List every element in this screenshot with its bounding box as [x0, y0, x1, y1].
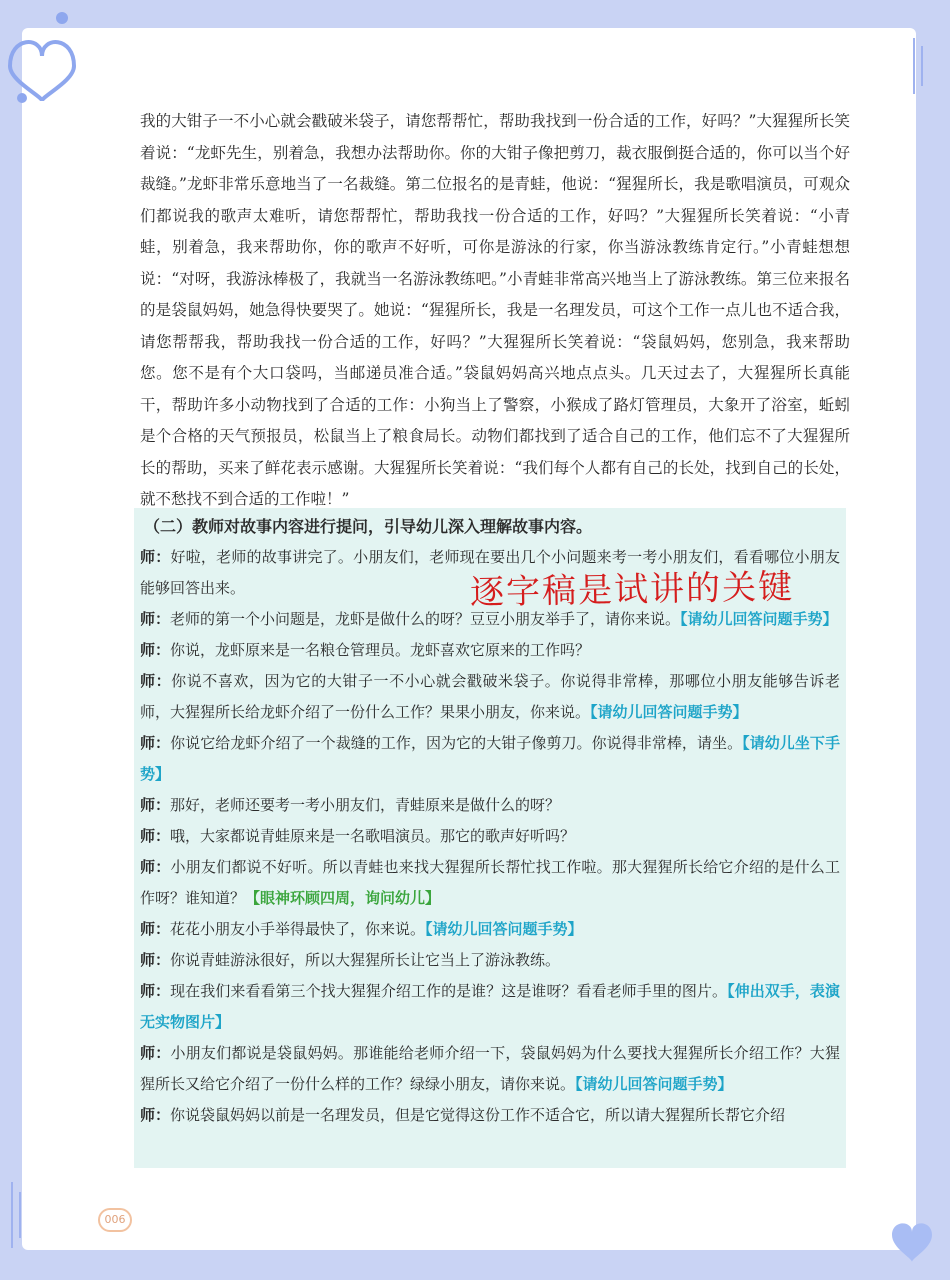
action-cue: 【请幼儿回答问题手势】 [575, 1075, 733, 1093]
qa-line [140, 914, 840, 945]
story-paragraph: 我的大钳子一不小心就会戳破米袋子，请您帮帮忙，帮助我找到一份合适的工作，好吗？”大猩猩所长笑着说：“龙虾先生，别着急，我想办法帮助你。你的大钳子像把剪刀，裁衣服倒挺合适的，你可以当个好裁缝。”龙虾非常乐意地当了一名裁缝。第二位报名的是青蛙，他说：“猩猩所长，我是歌唱演员，可观众们都说我的歌声太难听，请您帮帮忙，帮助我找一份合适的工作，好吗？”大猩猩所长笑着说：“小青蛙，别着急，我来帮助你，你的歌声不好听，可你是游泳的行家，你当游泳教练肯定行。”小青蛙想想说：“对呀，我游泳棒极了，我就当一名游泳教练吧。”小青蛙非常高兴地当上了游泳教练。第三位来报名的是袋鼠妈妈，她急得快要哭了。她说：“猩猩所长，我是一名理发员，可这个工作一点儿也不适合我，请您帮帮我，帮助我找一份合适的工作，好吗？”大猩猩所长笑着说：“袋鼠妈妈，您别急，我来帮助您。您不是有个大口袋吗，当邮递员准合适。”袋鼠妈妈高兴地点点头。几天过去了，大猩猩所长真能干，帮助许多小动物找到了合适的工作：小狗当上了警察，小猴成了路灯管理员，大象开了浴室，蚯蚓是个合格的天气预报员，松鼠当上了粮食局长。动物们都找到了适合自己的工作，他们忘不了大猩猩所长的帮助，买来了鲜花表示感谢。大猩猩所长笑着说：“我们每个人都有自己的长处，找到自己的长处，就不愁找不到合适的工作啦！” [140, 112, 850, 508]
speaker-label: 师： [140, 610, 171, 628]
qa-line [140, 821, 840, 852]
stripe-decoration-icon [6, 1180, 26, 1250]
qa-text: 好啦，老师的故事讲完了。小朋友们，老师现在要出几个小问题来考一考小朋友们，看看哪位小朋友能够回答出来。 [140, 548, 840, 597]
qa-line [140, 790, 840, 821]
qa-line [140, 728, 840, 790]
speaker-label: 师： [140, 920, 171, 938]
qa-text: 哦，大家都说青蛙原来是一名歌唱演员。那它的歌声好听吗？ [170, 827, 576, 845]
qa-text: 花花小朋友小手举得最快了，你来说。 [170, 920, 426, 938]
qa-line [140, 666, 840, 728]
heart-decoration-icon [882, 1210, 942, 1270]
qa-line [140, 1100, 840, 1131]
action-cue: 【请幼儿坐下手势】 [140, 734, 840, 783]
action-cue: 【伸出双手，表演无实物图片】 [140, 982, 840, 1031]
speaker-label: 师： [140, 1044, 171, 1062]
speaker-label: 师： [140, 548, 171, 566]
qa-line [140, 852, 840, 914]
speaker-label: 师： [140, 827, 171, 845]
speaker-label: 师： [140, 982, 171, 1000]
qa-line [140, 945, 840, 976]
qa-text: 小朋友们都说不好听。所以青蛙也来找大猩猩所长帮忙找工作啦。那大猩猩所长给它介绍的是什么工作呀？谁知道？ [140, 858, 840, 907]
action-cue: 【请幼儿回答问题手势】 [590, 703, 748, 721]
qa-text: 你说，龙虾原来是一名粮仓管理员。龙虾喜欢它原来的工作吗？ [170, 641, 591, 659]
speaker-label: 师： [140, 858, 171, 876]
qa-text: 你说袋鼠妈妈以前是一名理发员，但是它觉得这份工作不适合它，所以请大猩猩所长帮它介绍 [170, 1106, 786, 1124]
section-heading: （二）教师对故事内容进行提问，引导幼儿深入理解故事内容。 [144, 517, 593, 536]
qa-text: 你说不喜欢，因为它的大钳子一不小心就会戳破米袋子。你说得非常棒，那哪位小朋友能够告诉老师，大猩猩所长给龙虾介绍了一份什么工作？果果小朋友，你来说。 [140, 672, 840, 721]
qa-text: 老师的第一个小问题是，龙虾是做什么的呀？豆豆小朋友举手了，请你来说。 [170, 610, 681, 628]
speaker-label: 师： [140, 734, 171, 752]
qa-text: 那好，老师还要考一考小朋友们，青蛙原来是做什么的呀？ [170, 796, 561, 814]
handwritten-note: 逐字稿是试讲的关键 [469, 567, 795, 613]
page-number: 006 [98, 1208, 132, 1232]
qa-line [140, 1038, 840, 1100]
action-cue: 【请幼儿回答问题手势】 [425, 920, 583, 938]
speaker-label: 师： [140, 1106, 171, 1124]
qa-text: 现在我们来看看第三个找大猩猩介绍工作的是谁？这是谁呀？看看老师手里的图片。 [170, 982, 728, 1000]
qa-text: 你说青蛙游泳很好，所以大猩猩所长让它当上了游泳教练。 [170, 951, 561, 969]
action-cue: 【眼神环顾四周，询问幼儿】 [245, 889, 441, 907]
qa-line [140, 976, 840, 1038]
speaker-label: 师： [140, 796, 171, 814]
speaker-label: 师： [140, 641, 171, 659]
heart-decoration-icon [2, 6, 82, 106]
qa-lines [140, 542, 840, 1131]
speaker-label: 师： [140, 672, 172, 690]
qa-text: 你说它给龙虾介绍了一个裁缝的工作，因为它的大钳子像剪刀。你说得非常棒，请坐。 [170, 734, 743, 752]
stripe-decoration-icon [908, 36, 928, 96]
action-cue: 【请幼儿回答问题手势】 [680, 610, 838, 628]
qa-text: 小朋友们都说是袋鼠妈妈。那谁能给老师介绍一下，袋鼠妈妈为什么要找大猩猩所长介绍工作？大猩猩所长又给它介绍了一份什么样的工作？绿绿小朋友，请你来说。 [140, 1044, 840, 1093]
speaker-label: 师： [140, 951, 171, 969]
qa-line [140, 635, 840, 666]
